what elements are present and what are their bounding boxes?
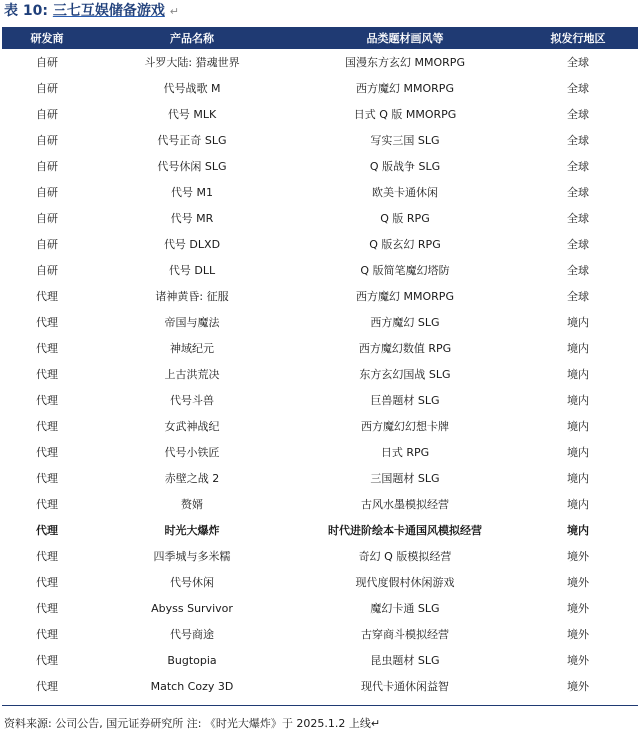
table-row <box>2 387 638 413</box>
developer-cell: 代理 <box>36 342 58 355</box>
genre-cell: 日式 Q 版 MMORPG <box>353 108 457 121</box>
table-row <box>2 231 638 257</box>
region-cell: 境外 <box>567 654 589 667</box>
product-cell: 女武神战纪 <box>164 420 220 433</box>
genre-cell: 东方玄幻国战 SLG <box>359 368 451 381</box>
table-row <box>2 673 638 699</box>
developer-cell: 代理 <box>36 576 58 589</box>
table-row <box>2 179 638 205</box>
region-cell: 全球 <box>567 264 589 277</box>
genre-cell: 写实三国 SLG <box>370 134 440 147</box>
genre-cell: 欧美卡通休闲 <box>372 186 438 199</box>
region-cell: 全球 <box>567 56 589 69</box>
source-note: 资料来源: 公司公告, 国元证券研究所 注: 《时光大爆炸》于 2025.1.2 上线↵ <box>4 717 381 730</box>
genre-cell: Q 版战争 SLG <box>369 160 441 173</box>
region-cell: 境外 <box>567 576 589 589</box>
region-cell: 全球 <box>567 108 589 121</box>
product-cell: Abyss Survivor <box>151 601 233 615</box>
table-row <box>2 283 638 309</box>
product-cell: 帝国与魔法 <box>164 316 220 329</box>
region-cell: 境内 <box>567 472 589 485</box>
product-cell: 代号 MLK <box>167 108 217 121</box>
table-row <box>2 439 638 465</box>
table-header-row <box>2 27 638 49</box>
region-cell: 境内 <box>567 368 589 381</box>
table-row <box>2 543 638 569</box>
developer-cell: 代理 <box>36 654 58 667</box>
product-cell: 代号战歌 M <box>163 82 221 95</box>
genre-cell: 西方魔幻 MMORPG <box>356 290 454 303</box>
header-developer: 研发商 <box>30 32 64 45</box>
title-prefix: 表 10: <box>4 3 48 19</box>
product-cell: 代号斗兽 <box>170 394 214 407</box>
developer-cell: 代理 <box>36 316 58 329</box>
developer-cell: 代理 <box>36 394 58 407</box>
title-name: 三七互娱储备游戏 <box>52 3 165 19</box>
region-cell: 境外 <box>567 680 589 693</box>
genre-cell: 日式 RPG <box>380 446 430 459</box>
table-row <box>2 49 638 75</box>
developer-cell: 代理 <box>36 472 58 485</box>
table-row <box>2 465 638 491</box>
developer-cell: 代理 <box>36 420 58 433</box>
table-row <box>2 491 638 517</box>
region-cell: 境内 <box>567 316 589 329</box>
genre-cell: 西方魔幻 MMORPG <box>356 82 454 95</box>
developer-cell: 自研 <box>36 82 58 95</box>
product-cell: 代号 M1 <box>171 186 213 199</box>
product-cell: 赤壁之战 2 <box>164 472 220 485</box>
developer-cell: 自研 <box>36 134 58 147</box>
genre-cell: 时代进阶绘本卡通国风模拟经营 <box>328 524 482 537</box>
table-row <box>2 569 638 595</box>
region-cell: 境外 <box>567 602 589 615</box>
developer-cell: 自研 <box>36 108 58 121</box>
developer-cell: 自研 <box>36 212 58 225</box>
genre-cell: 现代卡通休闲益智 <box>361 680 449 693</box>
product-cell: 斗罗大陆: 猎魂世界 <box>144 56 240 69</box>
region-cell: 全球 <box>567 82 589 95</box>
genre-cell: 三国题材 SLG <box>370 472 440 485</box>
developer-cell: 代理 <box>36 628 58 641</box>
genre-cell: 奇幻 Q 版模拟经营 <box>358 550 452 563</box>
region-cell: 全球 <box>567 134 589 147</box>
table-bottom-rule <box>2 705 638 706</box>
product-cell: 代号 MR <box>170 212 214 225</box>
header-genre: 品类题材画风等 <box>366 32 444 45</box>
product-cell: 上古洪荒决 <box>164 368 220 381</box>
genre-cell: Q 版 RPG <box>380 212 430 225</box>
genre-cell: 西方魔幻 SLG <box>370 316 440 329</box>
region-cell: 境外 <box>567 628 589 641</box>
header-product: 产品名称 <box>170 32 214 45</box>
genre-cell: Q 版简笔魔幻塔防 <box>360 264 450 277</box>
title-return-mark: ↵ <box>169 5 179 18</box>
product-cell: 代号 DLL <box>168 264 216 277</box>
table-row <box>2 517 638 543</box>
table-row <box>2 101 638 127</box>
developer-cell: 代理 <box>36 446 58 459</box>
table-row <box>2 205 638 231</box>
table-row <box>2 335 638 361</box>
table-row <box>2 647 638 673</box>
developer-cell: 自研 <box>36 160 58 173</box>
developer-cell: 代理 <box>36 290 58 303</box>
developer-cell: 代理 <box>36 680 58 693</box>
product-cell: 代号休闲 <box>170 576 214 589</box>
developer-cell: 自研 <box>36 238 58 251</box>
region-cell: 境内 <box>567 524 589 537</box>
region-cell: 境外 <box>567 550 589 563</box>
table-row <box>2 127 638 153</box>
table-row <box>2 621 638 647</box>
developer-cell: 自研 <box>36 186 58 199</box>
region-cell: 全球 <box>567 290 589 303</box>
product-cell: Match Cozy 3D <box>150 679 234 693</box>
product-cell: 时光大爆炸 <box>164 524 220 537</box>
product-cell: 神域纪元 <box>170 342 214 355</box>
product-cell: Bugtopia <box>167 653 217 667</box>
table-row <box>2 309 638 335</box>
region-cell: 境内 <box>567 498 589 511</box>
product-cell: 代号正奇 SLG <box>157 134 227 147</box>
genre-cell: 魔幻卡通 SLG <box>370 602 440 615</box>
product-cell: 代号商途 <box>170 628 214 641</box>
region-cell: 全球 <box>567 212 589 225</box>
table-body <box>2 49 638 699</box>
games-table <box>2 27 638 699</box>
region-cell: 境内 <box>567 420 589 433</box>
genre-cell: 古穿商斗模拟经营 <box>361 628 449 641</box>
product-cell: 代号休闲 SLG <box>157 160 227 173</box>
developer-cell: 代理 <box>36 550 58 563</box>
developer-cell: 自研 <box>36 56 58 69</box>
product-cell: 代号小铁匠 <box>164 446 220 459</box>
table-row <box>2 413 638 439</box>
product-cell: 赘婿 <box>181 498 203 511</box>
header-region: 拟发行地区 <box>550 32 606 45</box>
developer-cell: 代理 <box>36 368 58 381</box>
region-cell: 全球 <box>567 186 589 199</box>
region-cell: 境内 <box>567 394 589 407</box>
developer-cell: 代理 <box>36 498 58 511</box>
genre-cell: 现代度假村休闲游戏 <box>355 576 455 589</box>
product-cell: 四季城与多米糯 <box>153 550 231 563</box>
developer-cell: 自研 <box>36 264 58 277</box>
genre-cell: 古风水墨模拟经营 <box>361 498 449 511</box>
genre-cell: 昆虫题材 SLG <box>370 654 440 667</box>
table-row <box>2 257 638 283</box>
genre-cell: 国漫东方玄幻 MMORPG <box>345 56 465 69</box>
genre-cell: Q 版玄幻 RPG <box>369 238 441 251</box>
region-cell: 全球 <box>567 160 589 173</box>
genre-cell: 西方魔幻幻想卡牌 <box>361 420 449 433</box>
genre-cell: 西方魔幻数值 RPG <box>358 342 452 355</box>
region-cell: 境内 <box>567 446 589 459</box>
region-cell: 境内 <box>567 342 589 355</box>
table-row <box>2 595 638 621</box>
table-row <box>2 361 638 387</box>
product-cell: 代号 DLXD <box>163 238 221 251</box>
region-cell: 全球 <box>567 238 589 251</box>
table-row <box>2 75 638 101</box>
developer-cell: 代理 <box>36 602 58 615</box>
table-title <box>4 0 179 22</box>
product-cell: 诸神黄昏: 征服 <box>155 290 229 303</box>
developer-cell: 代理 <box>36 524 58 537</box>
table-row <box>2 153 638 179</box>
genre-cell: 巨兽题材 SLG <box>370 394 440 407</box>
